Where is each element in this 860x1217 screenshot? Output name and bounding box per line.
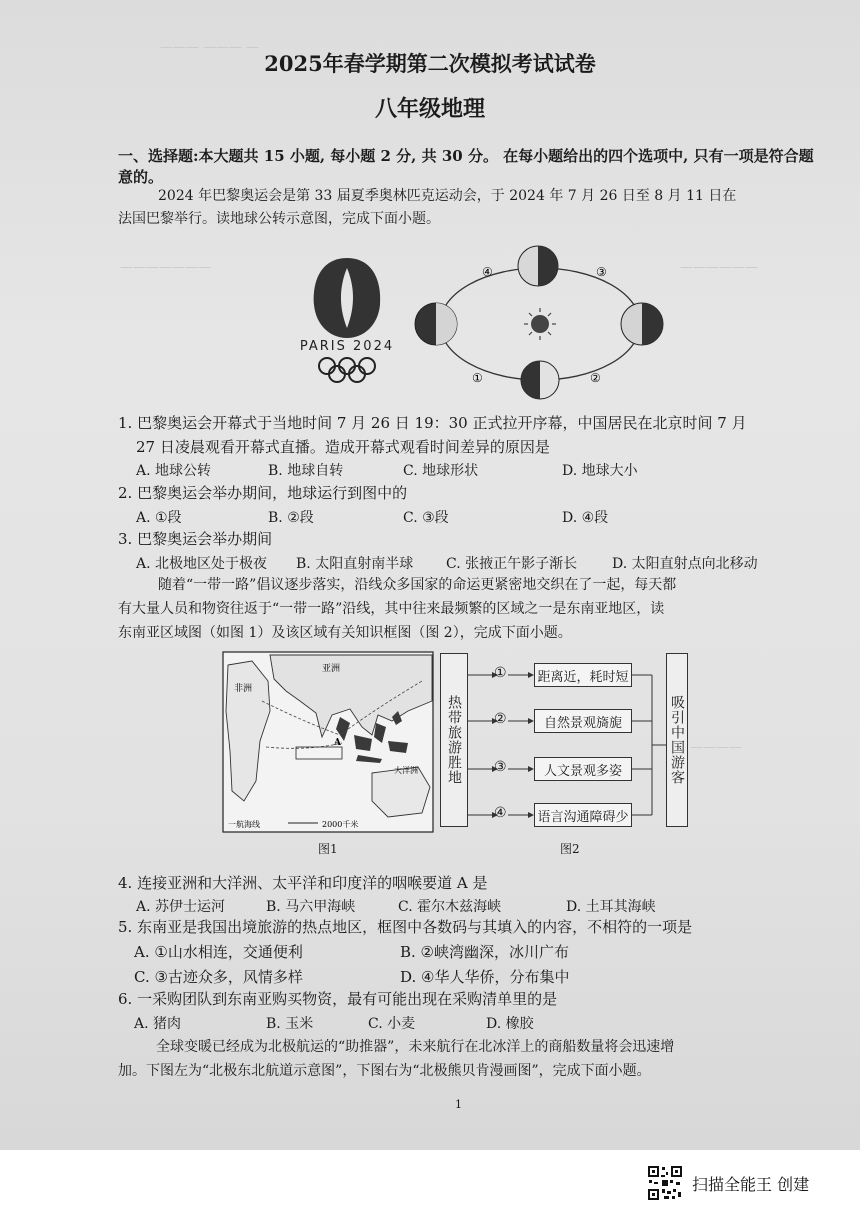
item-number-3: ③ [494, 759, 507, 775]
paris-2024-logo [282, 250, 412, 390]
bleed-through: ———— [690, 740, 742, 755]
q3-option-c[interactable]: C. 张掖正午影子渐长 [446, 556, 578, 572]
item-number-4: ④ [494, 805, 507, 821]
scanner-app-watermark: 扫描全能王 创建 [692, 1175, 810, 1194]
figure-2-caption: 图2 [560, 842, 580, 856]
q3-option-d[interactable]: D. 太阳直射点向北移动 [612, 556, 758, 572]
q5-option-b[interactable]: B. ②峡湾幽深，冰川广布 [400, 943, 570, 961]
attract-tourists-box: 吸引中国游客 [666, 653, 688, 827]
q4-option-c[interactable]: C. 霍尔木兹海峡 [398, 899, 502, 915]
bleed-through: —————— [680, 260, 758, 275]
earth-left [415, 303, 457, 345]
q3-option-a[interactable]: A. 北极地区处于极夜 [136, 556, 268, 572]
orbit-label: ② [590, 371, 601, 385]
item-box-3: 人文景观多姿 [534, 757, 632, 781]
item-number-2: ② [494, 711, 507, 727]
intro-line-2: 法国巴黎举行。读地球公转示意图，完成下面小题。 [118, 211, 440, 227]
question-5-stem: 5. 东南亚是我国出境旅游的热点地区，框图中各数码与其填入的内容，不相符的一项是 [118, 918, 693, 936]
item-box-4: 语言沟通障碍少 [534, 803, 632, 827]
orbit-label: ③ [596, 265, 607, 279]
sun-icon [524, 308, 556, 340]
map-label-africa: 非洲 [234, 684, 253, 694]
q3-option-b[interactable]: B. 太阳直射南半球 [296, 556, 414, 572]
q4-option-d[interactable]: D. 土耳其海峡 [566, 899, 656, 915]
q6-option-b[interactable]: B. 玉米 [266, 1016, 314, 1032]
logo-text: PARIS 2024 [299, 339, 395, 354]
qr-code-icon [646, 1164, 684, 1202]
map-label-a: A [334, 738, 341, 748]
passage-3-line-2: 加。下图左为“北极东北航道示意图”，下图右为“北极熊贝肯漫画图”，完成下面小题。 [118, 1063, 651, 1079]
q2-option-c[interactable]: C. ③段 [403, 510, 449, 526]
q1-option-d[interactable]: D. 地球大小 [562, 463, 638, 479]
q6-option-a[interactable]: A. 猪肉 [134, 1016, 182, 1032]
q4-option-a[interactable]: A. 苏伊士运河 [136, 899, 226, 915]
map-scale: 2000千米 [322, 820, 359, 829]
figure-1-caption: 图1 [318, 842, 338, 856]
exam-title: 2025年春学期第二次模拟考试试卷 [264, 51, 596, 76]
q5-option-c[interactable]: C. ③古迹众多，风情多样 [134, 968, 303, 986]
q1-option-c[interactable]: C. 地球形状 [403, 463, 479, 479]
bleed-through: ——— ——— — [160, 40, 260, 55]
q5-option-a[interactable]: A. ①山水相连，交通便利 [134, 943, 303, 961]
southeast-asia-map [222, 651, 434, 833]
knowledge-frame-diagram [438, 651, 688, 833]
intro-line-1: 2024 年巴黎奥运会是第 33 届夏季奥林匹克运动会，于 2024 年 7 月 26 日至 8 月 11 日在 [158, 188, 737, 204]
q2-option-d[interactable]: D. ④段 [562, 510, 609, 526]
map-label-oceania: 大洋洲 [394, 766, 418, 775]
question-1-line-2: 27 日凌晨观看开幕式直播。造成开幕式观看时间差异的原因是 [136, 438, 550, 456]
section-heading: 一、选择题:本大题共 15 小题, 每小题 2 分, 共 30 分。 在每小题给出的四个选项中, 只有一项是符合题意的。 [118, 147, 814, 186]
page-number: 1 [455, 1098, 462, 1111]
question-3-stem: 3. 巴黎奥运会举办期间 [118, 530, 273, 548]
question-4-stem: 4. 连接亚洲和大洋洲、太平洋和印度洋的咽喉要道 A 是 [118, 874, 488, 892]
q1-option-a[interactable]: A. 地球公转 [136, 463, 212, 479]
orbit-label: ④ [482, 265, 493, 279]
question-1-line-1: 1. 巴黎奥运会开幕式于当地时间 7 月 26 日 19：30 正式拉开序幕，中国居民在北京时间 7 月 [118, 414, 747, 432]
q6-option-d[interactable]: D. 橡胶 [486, 1016, 534, 1032]
passage-3-line-1: 全球变暖已经成为北极航运的“助推器”，未来航行在北冰洋上的商船数量将会迅速增 [156, 1039, 675, 1055]
exam-subtitle: 八年级地理 [374, 96, 485, 122]
map-label-asia: 亚洲 [322, 664, 341, 674]
tropical-tourism-box: 热带旅游胜地 [440, 653, 468, 827]
q4-option-b[interactable]: B. 马六甲海峡 [266, 899, 356, 915]
question-2-stem: 2. 巴黎奥运会举办期间，地球运行到图中的 [118, 484, 408, 502]
earth-top [518, 246, 558, 286]
item-box-1: 距离近，耗时短 [534, 663, 632, 687]
q1-option-b[interactable]: B. 地球自转 [268, 463, 344, 479]
earth-right [621, 303, 663, 345]
item-box-2: 自然景观旖旎 [534, 709, 632, 733]
question-6-stem: 6. 一采购团队到东南亚购买物资，最有可能出现在采购清单里的是 [118, 990, 558, 1008]
passage-2-line-2: 有大量人员和物资往返于“一带一路”沿线，其中往来最频繁的区域之一是东南亚地区，读 [118, 601, 665, 617]
passage-2-line-1: 随着“一带一路”倡议逐步落实，沿线众多国家的命运更紧密地交织在了一起，每天都 [158, 577, 677, 593]
q2-option-a[interactable]: A. ①段 [136, 510, 182, 526]
q2-option-b[interactable]: B. ②段 [268, 510, 314, 526]
earth-bottom [521, 361, 559, 399]
map-legend-route: 一航海线 [228, 820, 260, 829]
q5-option-d[interactable]: D. ④华人华侨，分布集中 [400, 968, 570, 986]
q6-option-c[interactable]: C. 小麦 [368, 1016, 416, 1032]
orbit-label: ① [472, 371, 483, 385]
bleed-through: ——————— [120, 260, 211, 275]
item-number-1: ① [494, 665, 507, 681]
earth-orbit-diagram [410, 242, 670, 402]
passage-2-line-3: 东南亚区域图（如图 1）及该区域有关知识框图（图 2），完成下面小题。 [118, 625, 572, 641]
